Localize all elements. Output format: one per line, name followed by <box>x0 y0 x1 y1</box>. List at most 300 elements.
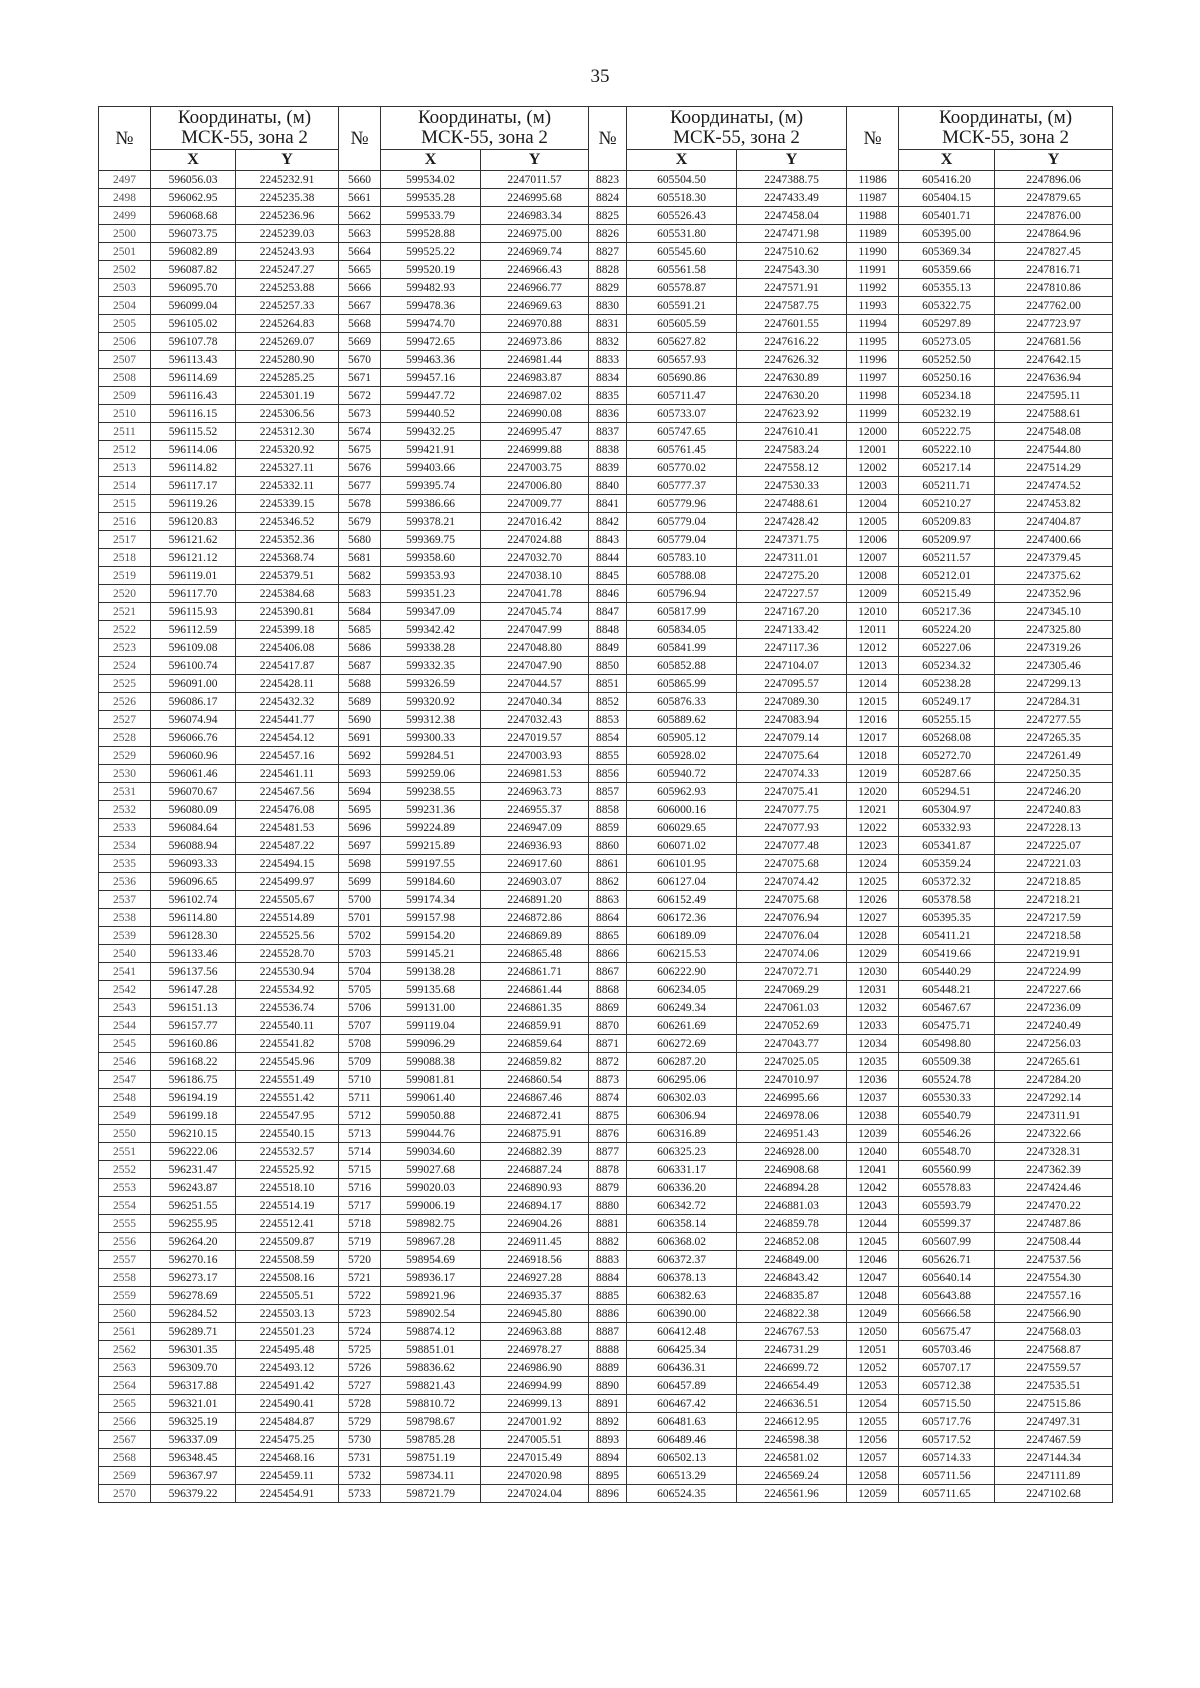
point-number-cell: 2522 <box>99 621 151 639</box>
point-number-cell: 8873 <box>589 1071 627 1089</box>
point-number-cell: 12010 <box>847 603 899 621</box>
x-coordinate-cell: 605416.20 <box>899 171 995 189</box>
y-coordinate-cell: 2246872.41 <box>481 1107 589 1125</box>
x-coordinate-cell: 606261.69 <box>627 1017 737 1035</box>
point-number-cell: 2564 <box>99 1377 151 1395</box>
point-number-cell: 8871 <box>589 1035 627 1053</box>
coordinates-title: Координаты, (м) <box>669 107 804 128</box>
table-row <box>99 1053 1113 1071</box>
table-row <box>99 459 1113 477</box>
x-coordinate-cell: 596284.52 <box>151 1305 236 1323</box>
y-coordinate-cell: 2245540.11 <box>236 1017 339 1035</box>
y-coordinate-cell: 2246995.68 <box>481 189 589 207</box>
y-coordinate-cell: 2245499.97 <box>236 873 339 891</box>
x-coordinate-cell: 605217.14 <box>899 459 995 477</box>
point-number-cell: 2499 <box>99 207 151 225</box>
coordinates-title: Координаты, (м) <box>177 107 312 128</box>
point-number-cell: 5676 <box>339 459 381 477</box>
number-column-header: № <box>847 107 899 171</box>
y-coordinate-cell: 2245514.89 <box>236 909 339 927</box>
point-number-cell: 5668 <box>339 315 381 333</box>
point-number-cell: 8848 <box>589 621 627 639</box>
point-number-cell: 11993 <box>847 297 899 315</box>
point-number-cell: 5729 <box>339 1413 381 1431</box>
x-coordinate-cell: 605401.71 <box>899 207 995 225</box>
y-coordinate-cell: 2247217.59 <box>995 909 1113 927</box>
y-coordinate-cell: 2245532.57 <box>236 1143 339 1161</box>
point-number-cell: 8870 <box>589 1017 627 1035</box>
x-coordinate-cell: 605227.06 <box>899 639 995 657</box>
table-row <box>99 585 1113 603</box>
x-coordinate-cell: 605796.94 <box>627 585 737 603</box>
point-number-cell: 5672 <box>339 387 381 405</box>
x-coordinate-cell: 596113.43 <box>151 351 236 369</box>
point-number-cell: 8858 <box>589 801 627 819</box>
y-coordinate-cell: 2245332.11 <box>236 477 339 495</box>
point-number-cell: 2544 <box>99 1017 151 1035</box>
x-coordinate-cell: 605834.05 <box>627 621 737 639</box>
y-coordinate-cell: 2246731.29 <box>737 1341 847 1359</box>
y-coordinate-cell: 2247024.88 <box>481 531 589 549</box>
point-number-cell: 8863 <box>589 891 627 909</box>
point-number-cell: 8867 <box>589 963 627 981</box>
x-coordinate-cell: 599154.20 <box>381 927 481 945</box>
point-number-cell: 5700 <box>339 891 381 909</box>
x-coordinate-cell: 605526.43 <box>627 207 737 225</box>
y-coordinate-cell: 2246969.74 <box>481 243 589 261</box>
y-coordinate-cell: 2247075.41 <box>737 783 847 801</box>
point-number-cell: 12018 <box>847 747 899 765</box>
point-number-cell: 8890 <box>589 1377 627 1395</box>
point-number-cell: 2566 <box>99 1413 151 1431</box>
point-number-cell: 2557 <box>99 1251 151 1269</box>
y-coordinate-cell: 2246928.00 <box>737 1143 847 1161</box>
y-coordinate-cell: 2247032.43 <box>481 711 589 729</box>
y-coordinate-cell: 2247292.14 <box>995 1089 1113 1107</box>
y-coordinate-cell: 2247681.56 <box>995 333 1113 351</box>
y-coordinate-cell: 2247601.55 <box>737 315 847 333</box>
y-coordinate-cell: 2247557.16 <box>995 1287 1113 1305</box>
y-coordinate-cell: 2245432.32 <box>236 693 339 711</box>
point-number-cell: 12012 <box>847 639 899 657</box>
point-number-cell: 5665 <box>339 261 381 279</box>
point-number-cell: 5715 <box>339 1161 381 1179</box>
x-coordinate-cell: 599088.38 <box>381 1053 481 1071</box>
x-coordinate-cell: 596105.02 <box>151 315 236 333</box>
y-coordinate-cell: 2247117.36 <box>737 639 847 657</box>
point-number-cell: 8875 <box>589 1107 627 1125</box>
point-number-cell: 8859 <box>589 819 627 837</box>
x-coordinate-cell: 606336.20 <box>627 1179 737 1197</box>
point-number-cell: 8844 <box>589 549 627 567</box>
point-number-cell: 12014 <box>847 675 899 693</box>
coordinates-group-header <box>151 107 339 150</box>
point-number-cell: 2511 <box>99 423 151 441</box>
x-coordinate-cell: 605627.82 <box>627 333 737 351</box>
y-coordinate-cell: 2247102.68 <box>995 1485 1113 1503</box>
x-coordinate-cell: 605222.75 <box>899 423 995 441</box>
y-coordinate-cell: 2246908.68 <box>737 1161 847 1179</box>
table-row <box>99 1287 1113 1305</box>
x-coordinate-cell: 605210.27 <box>899 495 995 513</box>
point-number-cell: 12025 <box>847 873 899 891</box>
point-number-cell: 5713 <box>339 1125 381 1143</box>
point-number-cell: 5712 <box>339 1107 381 1125</box>
point-number-cell: 2506 <box>99 333 151 351</box>
x-coordinate-cell: 605560.99 <box>899 1161 995 1179</box>
point-number-cell: 5707 <box>339 1017 381 1035</box>
x-coordinate-cell: 596114.82 <box>151 459 236 477</box>
y-coordinate-cell: 2246999.13 <box>481 1395 589 1413</box>
y-coordinate-cell: 2246881.03 <box>737 1197 847 1215</box>
x-coordinate-cell: 605252.50 <box>899 351 995 369</box>
y-coordinate-cell: 2246852.08 <box>737 1233 847 1251</box>
y-coordinate-cell: 2247079.14 <box>737 729 847 747</box>
point-number-cell: 5710 <box>339 1071 381 1089</box>
y-coordinate-cell: 2246917.60 <box>481 855 589 873</box>
y-coordinate-cell: 2247076.04 <box>737 927 847 945</box>
y-coordinate-cell: 2246947.09 <box>481 819 589 837</box>
x-coordinate-cell: 605322.75 <box>899 297 995 315</box>
point-number-cell: 12005 <box>847 513 899 531</box>
x-coordinate-cell: 596210.15 <box>151 1125 236 1143</box>
x-coordinate-cell: 599027.68 <box>381 1161 481 1179</box>
x-coordinate-cell: 599215.89 <box>381 837 481 855</box>
point-number-cell: 8853 <box>589 711 627 729</box>
point-number-cell: 8828 <box>589 261 627 279</box>
y-coordinate-cell: 2247636.94 <box>995 369 1113 387</box>
y-coordinate-cell: 2247328.31 <box>995 1143 1113 1161</box>
y-coordinate-cell: 2245518.10 <box>236 1179 339 1197</box>
coordinates-group-header <box>381 107 589 150</box>
point-number-cell: 12015 <box>847 693 899 711</box>
x-coordinate-cell: 606249.34 <box>627 999 737 1017</box>
y-coordinate-cell: 2247250.35 <box>995 765 1113 783</box>
x-coordinate-cell: 605876.33 <box>627 693 737 711</box>
x-coordinate-cell: 605640.14 <box>899 1269 995 1287</box>
y-coordinate-cell: 2246859.82 <box>481 1053 589 1071</box>
point-number-cell: 12057 <box>847 1449 899 1467</box>
y-coordinate-cell: 2247322.66 <box>995 1125 1113 1143</box>
point-number-cell: 2519 <box>99 567 151 585</box>
x-coordinate-cell: 599395.74 <box>381 477 481 495</box>
y-coordinate-cell: 2247016.42 <box>481 513 589 531</box>
y-coordinate-cell: 2245306.56 <box>236 405 339 423</box>
y-coordinate-cell: 2247083.94 <box>737 711 847 729</box>
point-number-cell: 12032 <box>847 999 899 1017</box>
x-coordinate-cell: 599184.60 <box>381 873 481 891</box>
x-column-header: X <box>627 150 737 171</box>
y-coordinate-cell: 2245547.95 <box>236 1107 339 1125</box>
x-coordinate-cell: 605238.28 <box>899 675 995 693</box>
point-number-cell: 12055 <box>847 1413 899 1431</box>
point-number-cell: 2537 <box>99 891 151 909</box>
point-number-cell: 5731 <box>339 1449 381 1467</box>
y-coordinate-cell: 2247453.82 <box>995 495 1113 513</box>
x-coordinate-cell: 596114.80 <box>151 909 236 927</box>
point-number-cell: 8869 <box>589 999 627 1017</box>
x-coordinate-cell: 596066.76 <box>151 729 236 747</box>
y-coordinate-cell: 2245491.42 <box>236 1377 339 1395</box>
x-column-header: X <box>899 150 995 171</box>
x-coordinate-cell: 605707.17 <box>899 1359 995 1377</box>
x-coordinate-cell: 605703.46 <box>899 1341 995 1359</box>
y-coordinate-cell: 2247568.03 <box>995 1323 1113 1341</box>
point-number-cell: 8837 <box>589 423 627 441</box>
point-number-cell: 2541 <box>99 963 151 981</box>
y-coordinate-cell: 2246955.37 <box>481 801 589 819</box>
point-number-cell: 12022 <box>847 819 899 837</box>
point-number-cell: 5698 <box>339 855 381 873</box>
y-coordinate-cell: 2246872.86 <box>481 909 589 927</box>
point-number-cell: 12043 <box>847 1197 899 1215</box>
x-coordinate-cell: 605761.45 <box>627 441 737 459</box>
y-coordinate-cell: 2245508.16 <box>236 1269 339 1287</box>
y-coordinate-cell: 2246860.54 <box>481 1071 589 1089</box>
y-coordinate-cell: 2247515.86 <box>995 1395 1113 1413</box>
y-coordinate-cell: 2245247.27 <box>236 261 339 279</box>
table-row <box>99 711 1113 729</box>
y-coordinate-cell: 2247225.07 <box>995 837 1113 855</box>
y-coordinate-cell: 2245390.81 <box>236 603 339 621</box>
x-coordinate-cell: 599528.88 <box>381 225 481 243</box>
point-number-cell: 12002 <box>847 459 899 477</box>
y-coordinate-cell: 2246983.34 <box>481 207 589 225</box>
point-number-cell: 8865 <box>589 927 627 945</box>
point-number-cell: 8851 <box>589 675 627 693</box>
point-number-cell: 2501 <box>99 243 151 261</box>
y-coordinate-cell: 2247566.90 <box>995 1305 1113 1323</box>
table-row <box>99 297 1113 315</box>
point-number-cell: 8889 <box>589 1359 627 1377</box>
x-coordinate-cell: 596348.45 <box>151 1449 236 1467</box>
point-number-cell: 5701 <box>339 909 381 927</box>
x-coordinate-cell: 599463.36 <box>381 351 481 369</box>
point-number-cell: 5726 <box>339 1359 381 1377</box>
y-coordinate-cell: 2247044.57 <box>481 675 589 693</box>
y-coordinate-cell: 2246973.86 <box>481 333 589 351</box>
y-coordinate-cell: 2247610.41 <box>737 423 847 441</box>
y-coordinate-cell: 2245428.11 <box>236 675 339 693</box>
point-number-cell: 8830 <box>589 297 627 315</box>
y-coordinate-cell: 2247218.85 <box>995 873 1113 891</box>
x-coordinate-cell: 605788.08 <box>627 567 737 585</box>
x-coordinate-cell: 606481.63 <box>627 1413 737 1431</box>
x-coordinate-cell: 596117.17 <box>151 477 236 495</box>
x-coordinate-cell: 599358.60 <box>381 549 481 567</box>
point-number-cell: 5664 <box>339 243 381 261</box>
y-coordinate-cell: 2247876.00 <box>995 207 1113 225</box>
y-coordinate-cell: 2247061.03 <box>737 999 847 1017</box>
y-coordinate-cell: 2247400.66 <box>995 531 1113 549</box>
y-coordinate-cell: 2247345.10 <box>995 603 1113 621</box>
point-number-cell: 2539 <box>99 927 151 945</box>
y-coordinate-cell: 2245457.16 <box>236 747 339 765</box>
x-coordinate-cell: 599044.76 <box>381 1125 481 1143</box>
y-coordinate-cell: 2246865.48 <box>481 945 589 963</box>
y-coordinate-cell: 2246581.02 <box>737 1449 847 1467</box>
y-coordinate-cell: 2246935.37 <box>481 1287 589 1305</box>
x-coordinate-cell: 596199.18 <box>151 1107 236 1125</box>
y-coordinate-cell: 2247284.20 <box>995 1071 1113 1089</box>
y-coordinate-cell: 2247074.42 <box>737 873 847 891</box>
table-row <box>99 873 1113 891</box>
y-coordinate-cell: 2247038.10 <box>481 567 589 585</box>
x-coordinate-cell: 605962.93 <box>627 783 737 801</box>
y-coordinate-cell: 2246859.91 <box>481 1017 589 1035</box>
x-coordinate-cell: 596073.75 <box>151 225 236 243</box>
point-number-cell: 2565 <box>99 1395 151 1413</box>
x-coordinate-cell: 596186.75 <box>151 1071 236 1089</box>
table-row <box>99 243 1113 261</box>
y-coordinate-cell: 2245536.74 <box>236 999 339 1017</box>
y-coordinate-cell: 2247003.75 <box>481 459 589 477</box>
x-coordinate-cell: 596147.28 <box>151 981 236 999</box>
x-coordinate-cell: 598836.62 <box>381 1359 481 1377</box>
table-row <box>99 1233 1113 1251</box>
x-coordinate-cell: 599520.19 <box>381 261 481 279</box>
x-coordinate-cell: 605222.10 <box>899 441 995 459</box>
point-number-cell: 12048 <box>847 1287 899 1305</box>
x-coordinate-cell: 606489.46 <box>627 1431 737 1449</box>
point-number-cell: 5667 <box>339 297 381 315</box>
y-coordinate-cell: 2247311.01 <box>737 549 847 567</box>
x-coordinate-cell: 596093.33 <box>151 855 236 873</box>
x-coordinate-cell: 605294.51 <box>899 783 995 801</box>
point-number-cell: 2542 <box>99 981 151 999</box>
y-coordinate-cell: 2247095.57 <box>737 675 847 693</box>
y-coordinate-cell: 2245236.96 <box>236 207 339 225</box>
x-coordinate-cell: 606524.35 <box>627 1485 737 1503</box>
x-coordinate-cell: 605607.99 <box>899 1233 995 1251</box>
y-coordinate-cell: 2247032.70 <box>481 549 589 567</box>
point-number-cell: 8847 <box>589 603 627 621</box>
point-number-cell: 2540 <box>99 945 151 963</box>
x-coordinate-cell: 596116.15 <box>151 405 236 423</box>
point-number-cell: 5687 <box>339 657 381 675</box>
point-number-cell: 12026 <box>847 891 899 909</box>
number-column-header: № <box>589 107 627 171</box>
y-coordinate-cell: 2247879.65 <box>995 189 1113 207</box>
x-coordinate-cell: 599061.40 <box>381 1089 481 1107</box>
point-number-cell: 2509 <box>99 387 151 405</box>
x-coordinate-cell: 598821.43 <box>381 1377 481 1395</box>
x-coordinate-cell: 596289.71 <box>151 1323 236 1341</box>
x-coordinate-cell: 605359.24 <box>899 855 995 873</box>
x-coordinate-cell: 599259.06 <box>381 765 481 783</box>
table-row <box>99 837 1113 855</box>
y-coordinate-cell: 2246970.88 <box>481 315 589 333</box>
x-coordinate-cell: 596270.16 <box>151 1251 236 1269</box>
point-number-cell: 5702 <box>339 927 381 945</box>
y-coordinate-cell: 2245484.87 <box>236 1413 339 1431</box>
y-coordinate-cell: 2245459.11 <box>236 1467 339 1485</box>
y-coordinate-cell: 2246978.06 <box>737 1107 847 1125</box>
coordinate-system-label: МСК-55, зона 2 <box>421 127 548 148</box>
point-number-cell: 12053 <box>847 1377 899 1395</box>
y-coordinate-cell: 2247571.91 <box>737 279 847 297</box>
y-coordinate-cell: 2247227.66 <box>995 981 1113 999</box>
x-coordinate-cell: 599332.35 <box>381 657 481 675</box>
x-coordinate-cell: 596119.26 <box>151 495 236 513</box>
x-coordinate-cell: 605209.83 <box>899 513 995 531</box>
y-coordinate-cell: 2247025.05 <box>737 1053 847 1071</box>
y-coordinate-cell: 2245327.11 <box>236 459 339 477</box>
y-coordinate-cell: 2245257.33 <box>236 297 339 315</box>
x-coordinate-cell: 598810.72 <box>381 1395 481 1413</box>
table-row <box>99 1251 1113 1269</box>
y-coordinate-cell: 2246654.49 <box>737 1377 847 1395</box>
x-coordinate-cell: 596086.17 <box>151 693 236 711</box>
point-number-cell: 5681 <box>339 549 381 567</box>
y-coordinate-cell: 2245346.52 <box>236 513 339 531</box>
x-coordinate-cell: 605666.58 <box>899 1305 995 1323</box>
y-coordinate-cell: 2247144.34 <box>995 1449 1113 1467</box>
point-number-cell: 12016 <box>847 711 899 729</box>
point-number-cell: 5722 <box>339 1287 381 1305</box>
x-coordinate-cell: 599386.66 <box>381 495 481 513</box>
point-number-cell: 2533 <box>99 819 151 837</box>
x-coordinate-cell: 605504.50 <box>627 171 737 189</box>
y-coordinate-cell: 2246843.42 <box>737 1269 847 1287</box>
point-number-cell: 12041 <box>847 1161 899 1179</box>
table-row <box>99 567 1113 585</box>
x-coordinate-cell: 605272.70 <box>899 747 995 765</box>
y-coordinate-cell: 2247020.98 <box>481 1467 589 1485</box>
point-number-cell: 5690 <box>339 711 381 729</box>
x-coordinate-cell: 605675.47 <box>899 1323 995 1341</box>
x-coordinate-cell: 605250.16 <box>899 369 995 387</box>
point-number-cell: 12009 <box>847 585 899 603</box>
y-coordinate-cell: 2247167.20 <box>737 603 847 621</box>
point-number-cell: 2505 <box>99 315 151 333</box>
x-coordinate-cell: 599533.79 <box>381 207 481 225</box>
point-number-cell: 2532 <box>99 801 151 819</box>
x-coordinate-cell: 605395.35 <box>899 909 995 927</box>
x-coordinate-cell: 605841.99 <box>627 639 737 657</box>
y-coordinate-cell: 2247133.42 <box>737 621 847 639</box>
y-coordinate-cell: 2247559.57 <box>995 1359 1113 1377</box>
point-number-cell: 5703 <box>339 945 381 963</box>
point-number-cell: 5666 <box>339 279 381 297</box>
point-number-cell: 8862 <box>589 873 627 891</box>
x-coordinate-cell: 605215.49 <box>899 585 995 603</box>
point-number-cell: 12035 <box>847 1053 899 1071</box>
point-number-cell: 12030 <box>847 963 899 981</box>
y-coordinate-cell: 2245320.92 <box>236 441 339 459</box>
x-coordinate-cell: 599157.98 <box>381 909 481 927</box>
point-number-cell: 8840 <box>589 477 627 495</box>
coordinate-system-label: МСК-55, зона 2 <box>181 127 308 148</box>
point-number-cell: 8843 <box>589 531 627 549</box>
x-coordinate-cell: 605341.87 <box>899 837 995 855</box>
x-coordinate-cell: 596112.59 <box>151 621 236 639</box>
point-number-cell: 12020 <box>847 783 899 801</box>
x-coordinate-cell: 606425.34 <box>627 1341 737 1359</box>
y-coordinate-cell: 2246995.47 <box>481 423 589 441</box>
table-row <box>99 1413 1113 1431</box>
point-number-cell: 2549 <box>99 1107 151 1125</box>
point-number-cell: 8838 <box>589 441 627 459</box>
y-coordinate-cell: 2246969.63 <box>481 297 589 315</box>
y-coordinate-cell: 2247723.97 <box>995 315 1113 333</box>
table-row <box>99 207 1113 225</box>
table-row <box>99 1449 1113 1467</box>
point-number-cell: 5696 <box>339 819 381 837</box>
y-coordinate-cell: 2246963.88 <box>481 1323 589 1341</box>
x-coordinate-cell: 605626.71 <box>899 1251 995 1269</box>
table-row <box>99 1071 1113 1089</box>
